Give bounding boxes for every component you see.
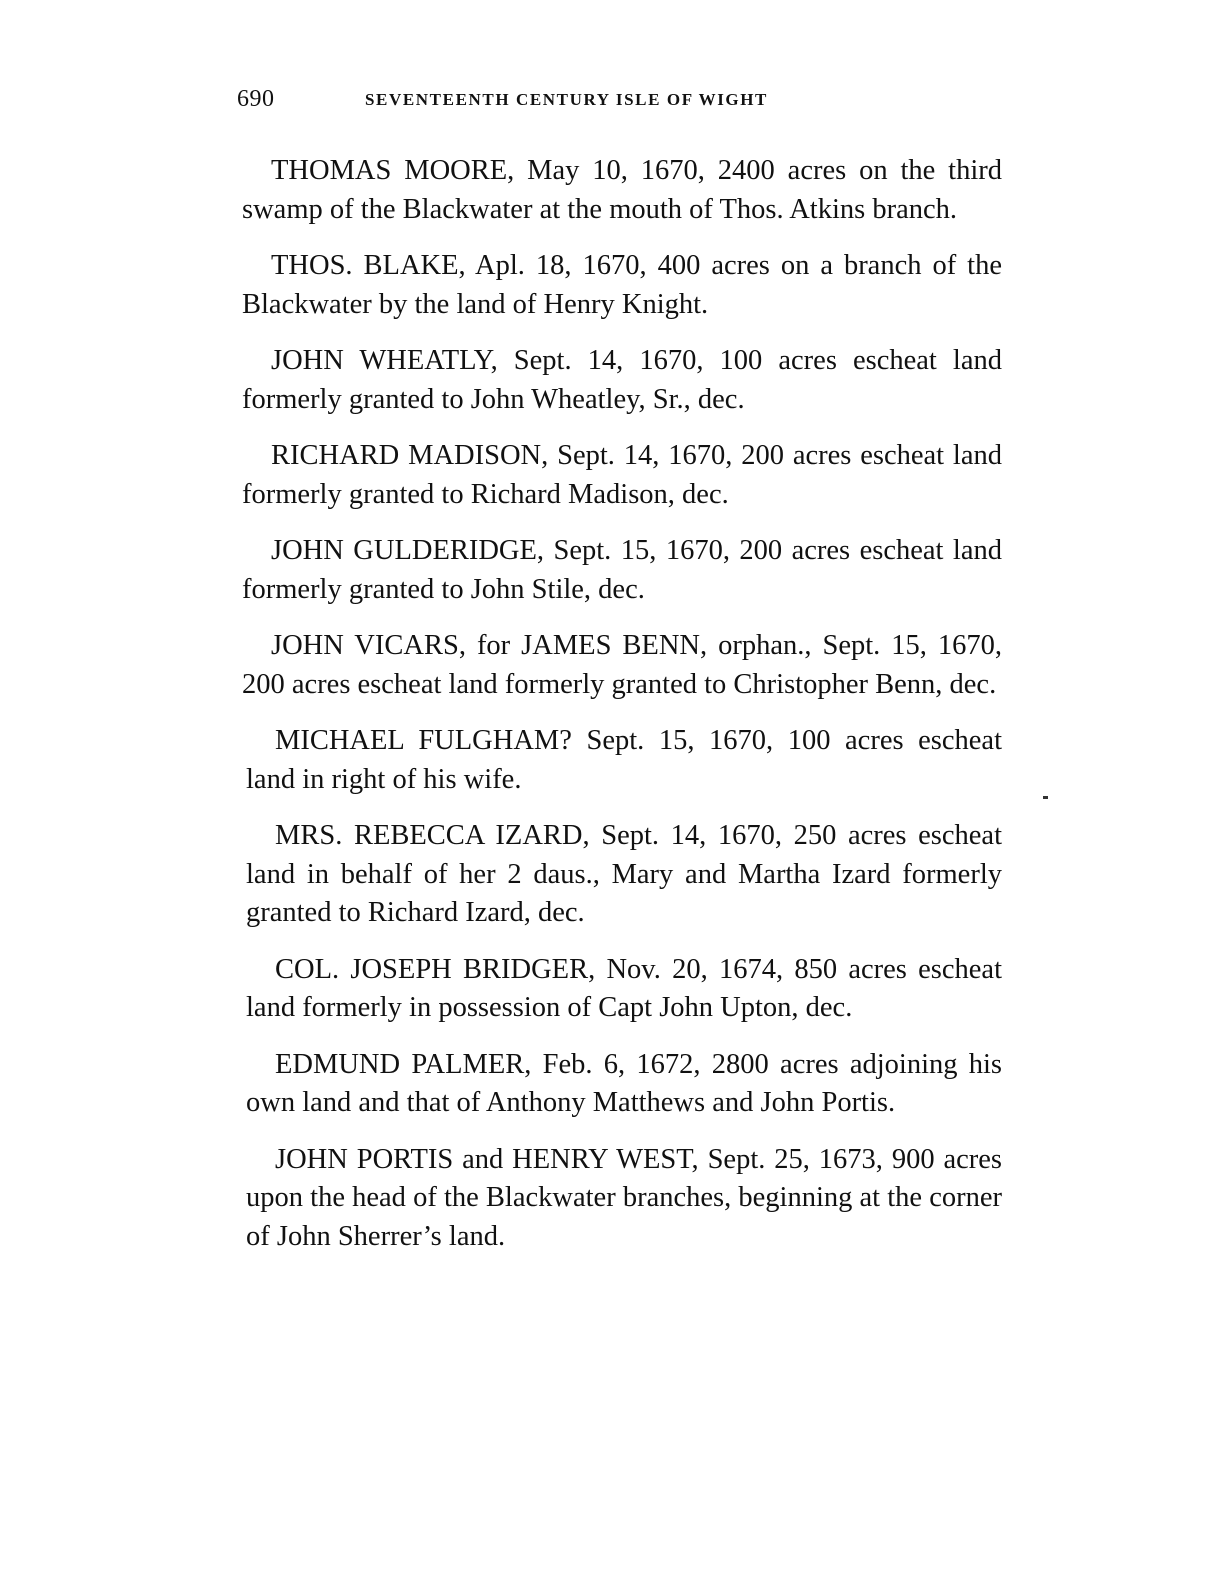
entry-john-gulderidge: JOHN GULDERIDGE, Sept. 15, 1670, 200 acres escheat land formerly granted to John Stile, dec. [242, 535, 1002, 605]
entry-rebecca-izard: MRS. REBECCA IZARD, Sept. 14, 1670, 250 acres escheat land in behalf of her 2 daus., Mary and Martha Izard formerly granted to Richard Izard, dec. [246, 820, 1002, 928]
entry-thomas-moore: THOMAS MOORE, May 10, 1670, 2400 acres on the third swamp of the Blackwater at the mouth of Thos. Atkins branch. [242, 155, 1002, 225]
page-number: 690 [237, 86, 275, 112]
entry-john-wheatly: JOHN WHEATLY, Sept. 14, 1670, 100 acres escheat land formerly granted to John Wheatley, Sr., dec. [242, 345, 1002, 415]
margin-mark [1043, 796, 1048, 799]
running-title: SEVENTEENTH CENTURY ISLE OF WIGHT [365, 90, 768, 109]
running-head [237, 86, 997, 116]
entry-portis-west: JOHN PORTIS and HENRY WEST, Sept. 25, 1673, 900 acres upon the head of the Blackwater branches, beginning at the corner of John Sherrer’s land. [246, 1143, 1002, 1252]
entry-john-vicars: JOHN VICARS, for JAMES BENN, orphan., Sept. 15, 1670, 200 acres escheat land formerly granted to Christopher Benn, dec. [242, 630, 1002, 700]
land-grant-entries [242, 152, 1002, 1274]
entry-thos-blake: THOS. BLAKE, Apl. 18, 1670, 400 acres on a branch of the Blackwater by the land of Henry Knight. [242, 250, 1002, 320]
entry-michael-fulgham: MICHAEL FULGHAM? Sept. 15, 1670, 100 acres escheat land in right of his wife. [246, 725, 1002, 795]
entry-joseph-bridger: COL. JOSEPH BRIDGER, Nov. 20, 1674, 850 acres escheat land formerly in possession of Capt John Upton, dec. [246, 953, 1002, 1023]
entry-edmund-palmer: EDMUND PALMER, Feb. 6, 1672, 2800 acres adjoining his own land and that of Anthony Matthews and John Portis. [246, 1048, 1002, 1118]
entry-richard-madison: RICHARD MADISON, Sept. 14, 1670, 200 acres escheat land formerly granted to Richard Madison, dec. [242, 440, 1002, 510]
